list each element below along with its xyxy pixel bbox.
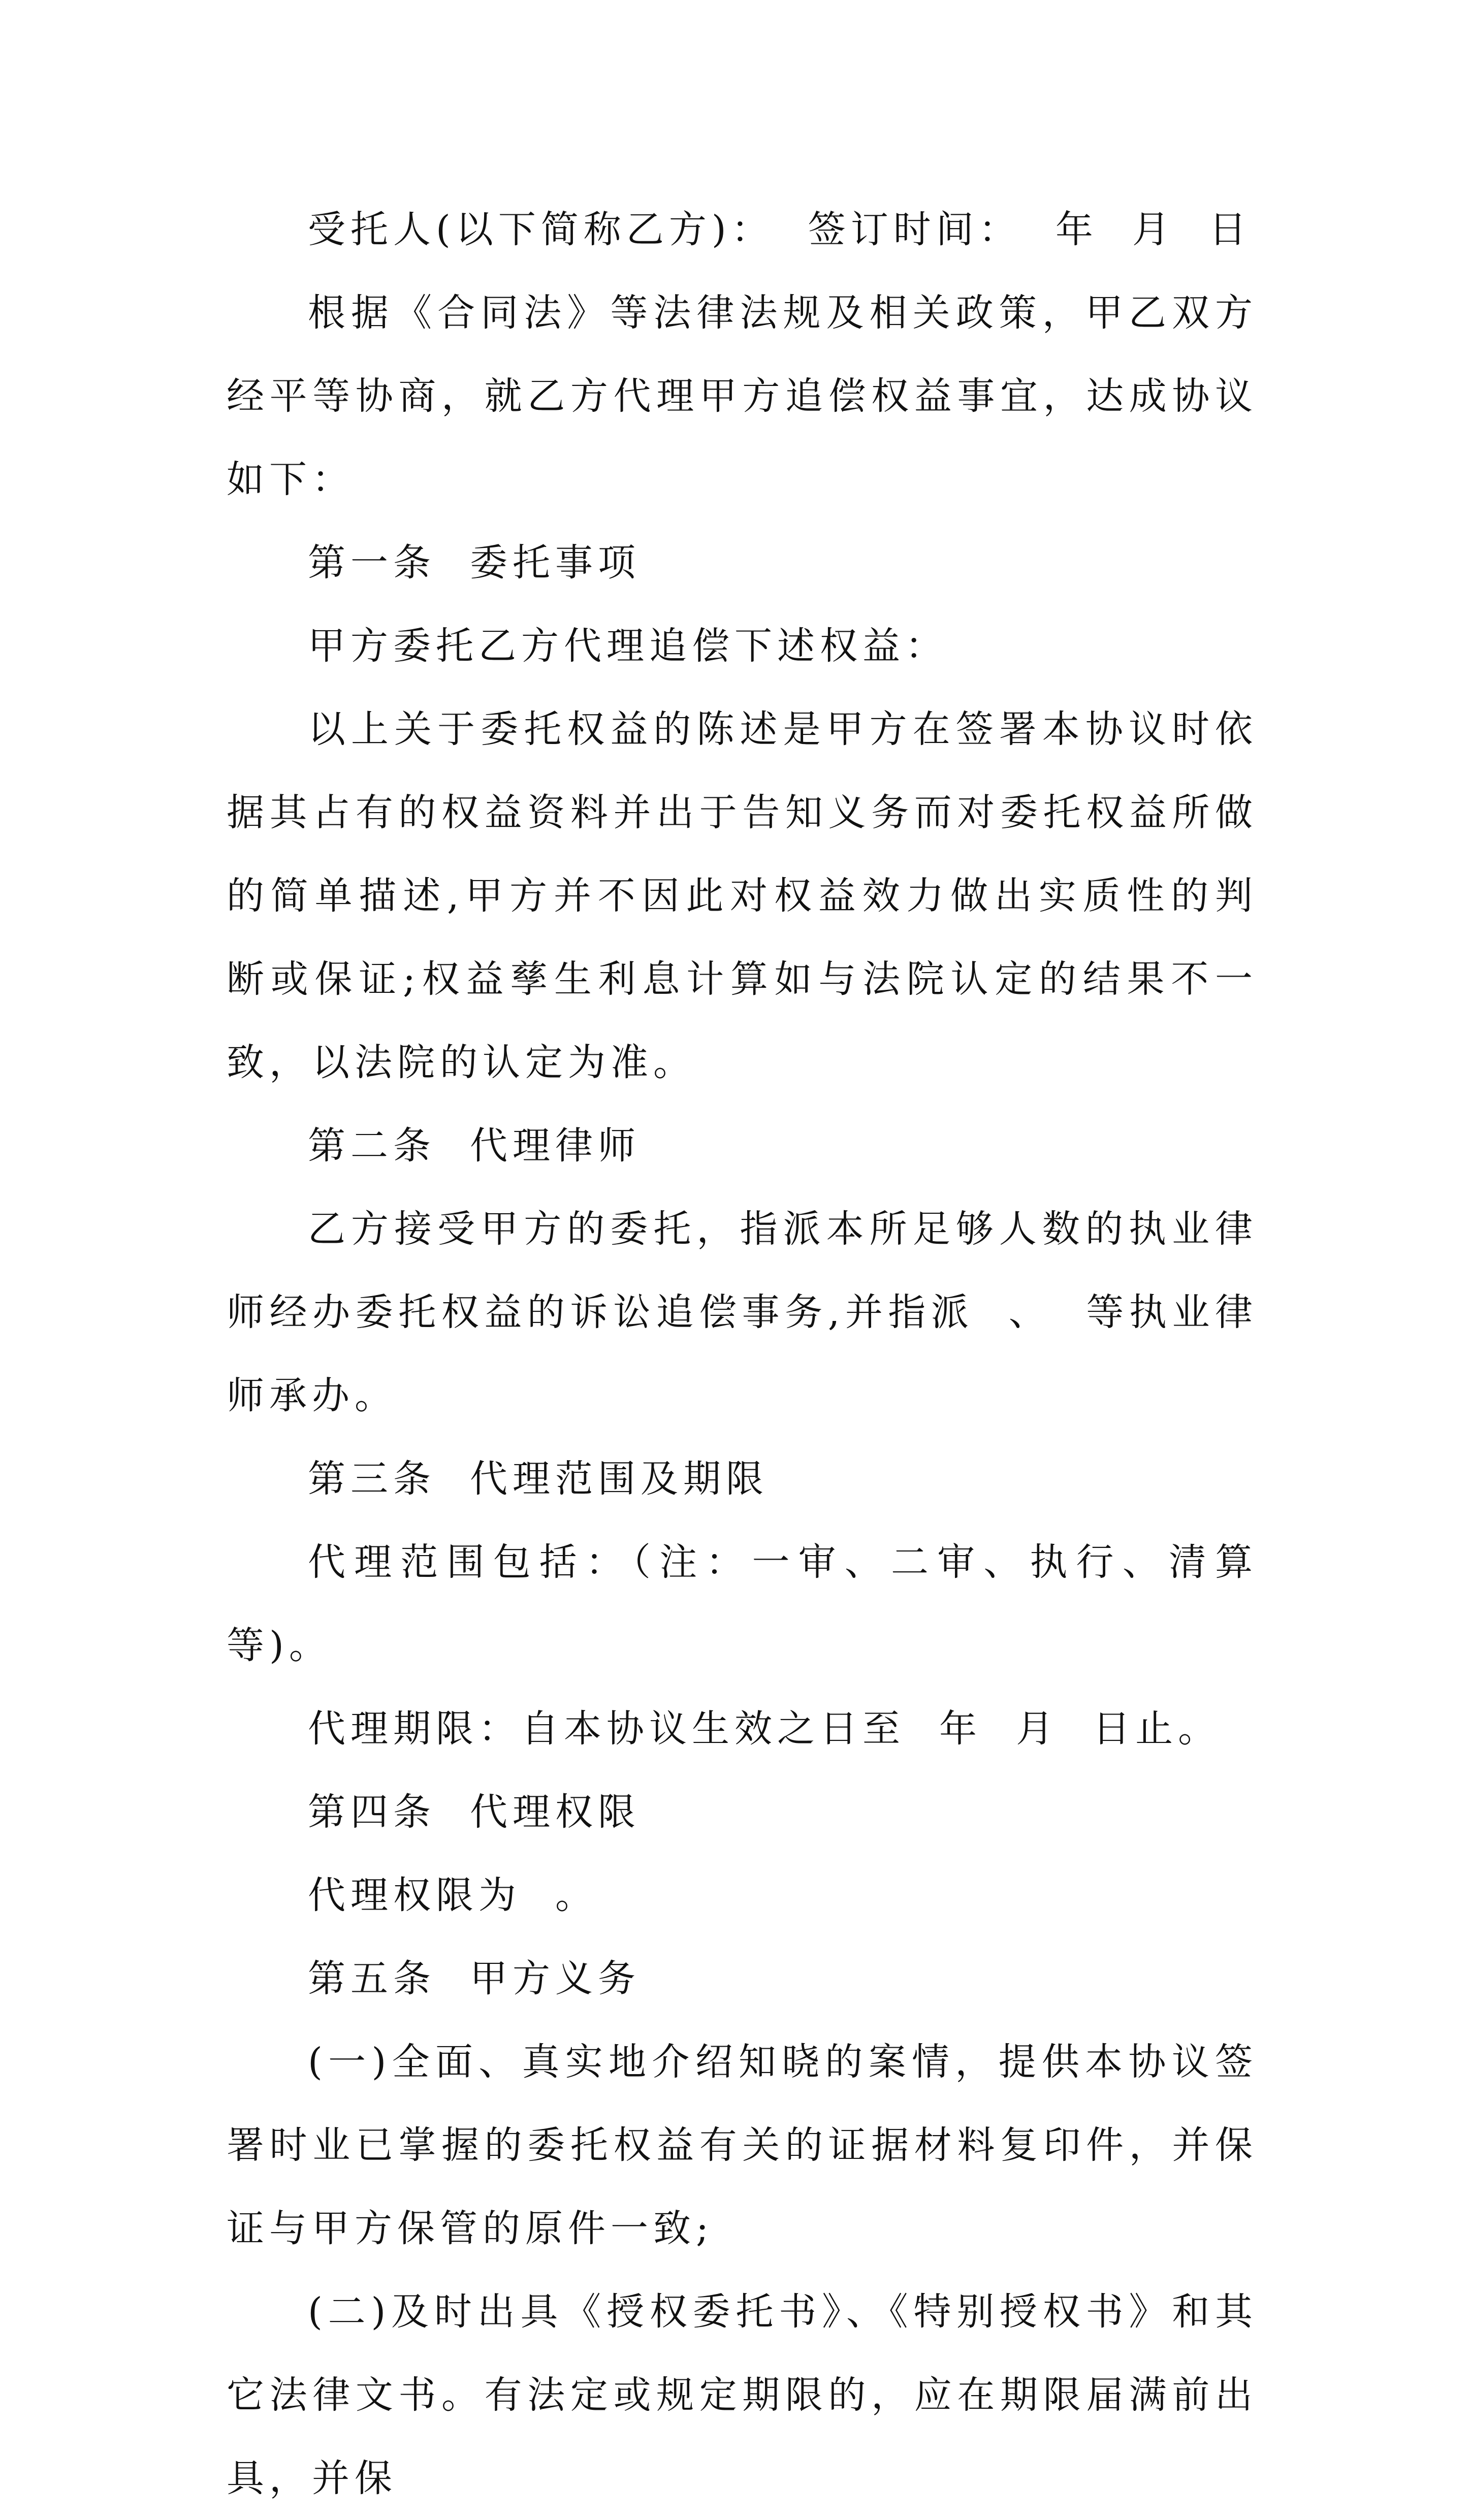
paragraph-entrustee-line: 受托人(以下简称乙方)： 签订时间： 年 月 日 bbox=[308, 208, 1252, 251]
paragraph-article-1-body: 甲方委托乙方代理追偿下述权益： bbox=[308, 624, 948, 668]
heading-article-2: 第二条 代理律师 bbox=[308, 1124, 641, 1168]
paragraph-party-a-duty-1: (一)全面、真实地介绍知晓的案情，提供本协议签署时业已掌握的委托权益有关的证据材料复印件，并保证与甲方保管的原件一致; bbox=[227, 2040, 1258, 2250]
heading-article-4: 第四条 代理权限 bbox=[308, 1790, 641, 1834]
document-body bbox=[227, 188, 1258, 2520]
heading-article-3: 第三条 代理范围及期限 bbox=[308, 1457, 769, 1501]
paragraph-agency-scope: 代理范围包括：（注：一审、二审、执行、清算等)。 bbox=[227, 1540, 1258, 1667]
paragraph-agency-term: 代理期限：自本协议生效之日至 年 月 日止。 bbox=[308, 1707, 1221, 1751]
heading-article-5: 第五条 甲方义务 bbox=[308, 1957, 641, 2000]
paragraph-party-a-duty-2: (二)及时出具《授权委托书》、《特别授权书》和其它法律文书。有法定或规定期限的，应在期限届满前出具，并保 bbox=[227, 2290, 1258, 2500]
paragraph-agency-authority: 代理权限为 。 bbox=[308, 1873, 598, 1917]
paragraph-article-2-body: 乙方接受甲方的委托，指派本所足够人数的执业律师经办委托权益的诉讼追偿事务,并指派 、 等执业律师承办。 bbox=[227, 1207, 1258, 1417]
paragraph-article-1-statement: 以上关于委托权益的陈述是甲方在签署本协议时依据其占有的权益资料并出于告知义务而对委托权益所做的简单描述,甲方并不因此对权益效力做出实质性的判断或保证;权益孳生利息计算如与法院认定的结果不一致，以法院的认定为准。 bbox=[227, 707, 1258, 1084]
paragraph-preamble: 根据《合同法》等法律法规及相关政策，甲乙双方经平等协商，就乙方代理甲方追偿权益事宜，达成协议如下： bbox=[227, 291, 1258, 501]
heading-article-1: 第一条 委托事项 bbox=[308, 541, 641, 585]
